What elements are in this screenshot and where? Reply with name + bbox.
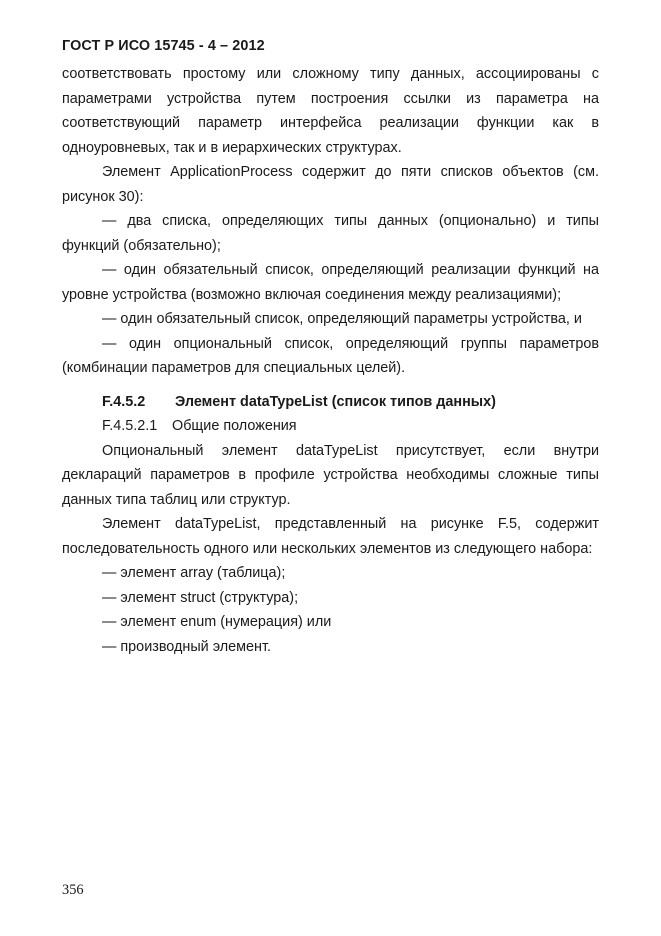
page-number: 356: [62, 882, 84, 898]
document-body: [62, 62, 599, 659]
paragraph-application-process: Элемент ApplicationProcess содержит до пяти списков объектов (см. рисунок 30):: [62, 164, 599, 205]
list-item-struct: — элемент struct (структура);: [102, 589, 299, 606]
section-number: F.4.5.2: [102, 393, 146, 410]
subsection-title: Общие положения: [172, 418, 297, 434]
paragraph-optional-element: Опциональный элемент dataTypeList присутствует, если внутри деклараций параметров в профиле устройства необходимы сложные типы данных типа таблиц или структур.: [62, 442, 599, 508]
paragraph-continuation: соответствовать простому или сложному типу данных, ассоциированы с параметрами устройства путем построения ссылки из параметра на соответствующий параметр интерфейса реализации функции как в одноуровневых, так и в иерархических структурах.: [62, 66, 599, 156]
section-title: Элемент dataTypeList (список типов данных): [175, 393, 496, 410]
document-header: ГОСТ Р ИСО 15745 - 4 – 2012: [62, 38, 265, 54]
list-item-data-types: — два списка, определяющих типы данных (опционально) и типы функций (обязательно);: [62, 213, 599, 254]
list-item-enum: — элемент enum (нумерация) или: [102, 614, 332, 630]
list-item-array: — элемент array (таблица);: [102, 565, 286, 581]
list-item-parameter-groups: — один опциональный список, определяющий группы параметров (комбинации параметров для специальных целей).: [62, 335, 599, 376]
list-item-derived: — производный элемент.: [102, 638, 271, 655]
section-heading: [62, 390, 599, 415]
paragraph-datatypelist-contents: Элемент dataTypeList, представленный на рисунке F.5, содержит последовательность одного или нескольких элементов из следующего набора:: [62, 516, 599, 557]
list-item-function-implementations: — один обязательный список, определяющий реализации функций на уровне устройства (возможно включая соединения между реализациями);: [62, 262, 599, 303]
list-item-device-parameters: — один обязательный список, определяющий параметры устройства, и: [102, 311, 582, 327]
subsection-number: F.4.5.2.1: [102, 418, 158, 434]
subsection-heading: [62, 414, 599, 439]
